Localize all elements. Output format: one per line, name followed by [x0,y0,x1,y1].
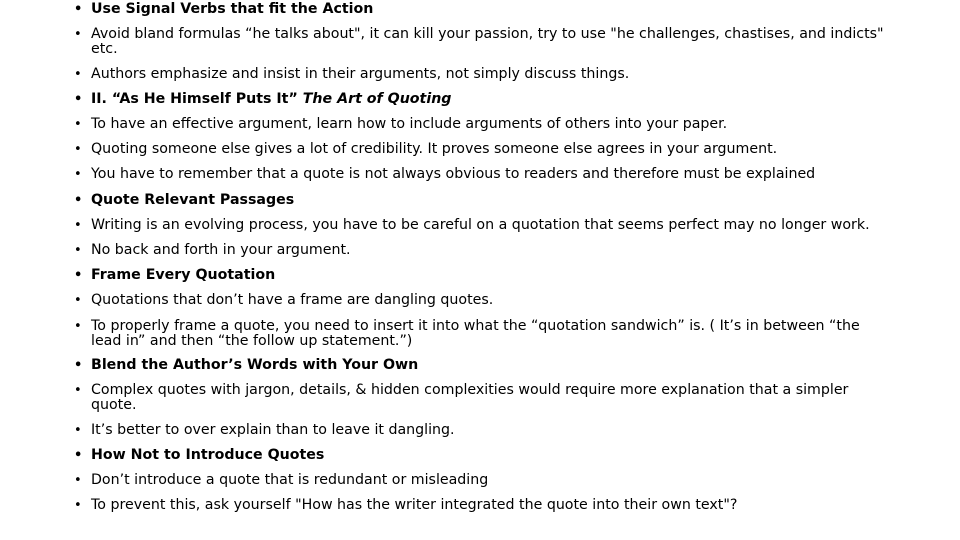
list-item [74,25,900,65]
bullet-dot: • [74,358,83,374]
list-item [74,496,900,521]
bullet-dot: • [74,217,82,233]
list-item [74,317,900,357]
bullet-dot: • [74,66,82,82]
section-heading: II. “As He Himself Puts It” [91,90,298,107]
bullet-list [74,0,900,522]
list-item [74,0,900,25]
bullet-dot: • [74,383,82,399]
list-item [74,216,900,241]
bullet-text [91,91,451,107]
bullet-text: To properly frame a quote, you need to insert it into what the “quotation sandwich” is. ( It’s in between “the lead in” and then “the follow up statement.”) [91,317,860,349]
bullet-dot: • [74,91,83,107]
bullet-dot: • [74,473,82,489]
bullet-dot: • [74,293,82,309]
bullet-dot: • [74,243,82,258]
bullet-text: It’s better to over explain than to leave it dangling. [91,421,455,438]
list-item [74,191,900,216]
bullet-text: Blend the Author’s Words with Your Own [91,357,419,374]
bullet-text: To have an effective argument, learn how to include arguments of others into your paper. [91,116,728,133]
bullet-dot: • [74,447,83,463]
bullet-text: Use Signal Verbs that fit the Action [91,1,374,17]
bullet-text: Don’t introduce a quote that is redundant or misleading [91,472,489,489]
list-item [74,115,900,140]
list-item [74,90,900,115]
bullet-dot: • [74,498,82,514]
bullet-text: No back and forth in your argument. [91,242,351,258]
bullet-text: How Not to Introduce Quotes [91,446,325,463]
list-item [74,266,900,291]
bullet-dot: • [74,117,82,133]
bullet-text: Complex quotes with jargon, details, & hidden complexities would require more explanation that a simpler quote. [91,382,849,414]
bullet-dot: • [74,167,82,183]
list-item [74,291,900,316]
list-item [74,381,900,421]
list-item [74,421,900,446]
bullet-text: Frame Every Quotation [91,267,276,284]
section-subtitle: The Art of Quoting [302,90,452,107]
bullet-text: To prevent this, ask yourself "How has the writer integrated the quote into their own text"? [91,497,738,514]
list-item [74,241,900,266]
slide-body [74,0,900,540]
bullet-dot: • [74,27,82,43]
bullet-dot: • [74,422,82,438]
list-item [74,356,900,381]
bullet-text: Avoid bland formulas “he talks about", it can kill your passion, try to use "he challenges, chastises, and indicts" etc. [91,26,884,58]
bullet-dot: • [74,268,83,284]
list-item [74,65,900,90]
list-item [74,471,900,496]
list-item [74,165,900,190]
list-item [74,140,900,165]
bullet-dot: • [74,2,83,17]
bullet-text: Quotations that don’t have a frame are dangling quotes. [91,292,494,309]
bullet-text: Quoting someone else gives a lot of credibility. It proves someone else agrees in your argument. [91,141,778,158]
bullet-text: Quote Relevant Passages [91,191,295,208]
bullet-text: Authors emphasize and insist in their arguments, not simply discuss things. [91,65,630,82]
bullet-dot: • [74,192,83,208]
bullet-dot: • [74,142,82,158]
bullet-text: You have to remember that a quote is not always obvious to readers and therefore must be explained [91,166,816,183]
bullet-dot: • [74,318,82,334]
bullet-text: Writing is an evolving process, you have to be careful on a quotation that seems perfect may no longer work. [91,216,870,233]
list-item [74,446,900,471]
